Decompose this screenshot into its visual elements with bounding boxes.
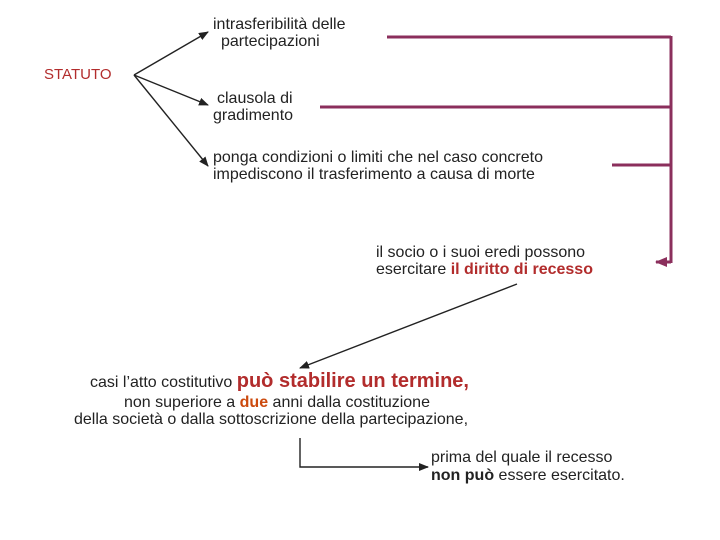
branch1-line2: partecipazioni — [221, 33, 320, 50]
arrow-to-termine — [300, 284, 517, 368]
arrow-to-clausola — [134, 75, 208, 105]
termine-line3: della società o dalla sottoscrizione della partecipazione, — [74, 411, 469, 428]
termine-line2-a: non superiore a — [124, 394, 240, 411]
prima-line1: prima del quale il recesso — [431, 449, 613, 466]
termine-line1 — [74, 370, 469, 394]
prima-line2 — [431, 467, 625, 485]
prima-non-puo: non può — [431, 467, 495, 484]
branch1-line1: intrasferibilità delle — [213, 16, 346, 33]
termine-due: due — [239, 394, 269, 411]
termine-block — [74, 370, 469, 428]
elbow-arrow-to-prima — [300, 438, 428, 467]
statuto-label: STATUTO — [44, 66, 112, 83]
branch2-line1: clausola di — [217, 90, 293, 107]
recesso-highlight: il diritto di recesso — [450, 261, 593, 278]
termine-highlight: può stabilire un termine, — [236, 370, 469, 392]
prima-rest: essere esercitato. — [494, 467, 625, 484]
arrow-to-condizioni — [134, 75, 208, 166]
statuto-arrows — [134, 32, 208, 166]
recesso-block — [376, 244, 593, 278]
termine-prefix: casi l’atto costitutivo — [90, 374, 237, 391]
branch-condizioni — [213, 149, 543, 183]
recesso-prefix: esercitare — [376, 261, 451, 278]
arrow-to-intrasferibilita — [134, 32, 208, 75]
branch3-line2: impediscono il trasferimento a causa di morte — [213, 166, 535, 183]
branch3-line1: ponga condizioni o limiti che nel caso concreto — [213, 149, 543, 166]
branch-intrasferibilita — [213, 16, 346, 50]
recesso-line1: il socio o i suoi eredi possono — [376, 244, 586, 261]
prima-block — [431, 449, 625, 485]
branch-clausola — [213, 90, 293, 124]
termine-line2 — [74, 394, 469, 411]
branch2-line2: gradimento — [213, 107, 294, 124]
termine-line2-b: anni dalla costituzione — [268, 394, 430, 411]
recesso-line2 — [376, 261, 593, 278]
